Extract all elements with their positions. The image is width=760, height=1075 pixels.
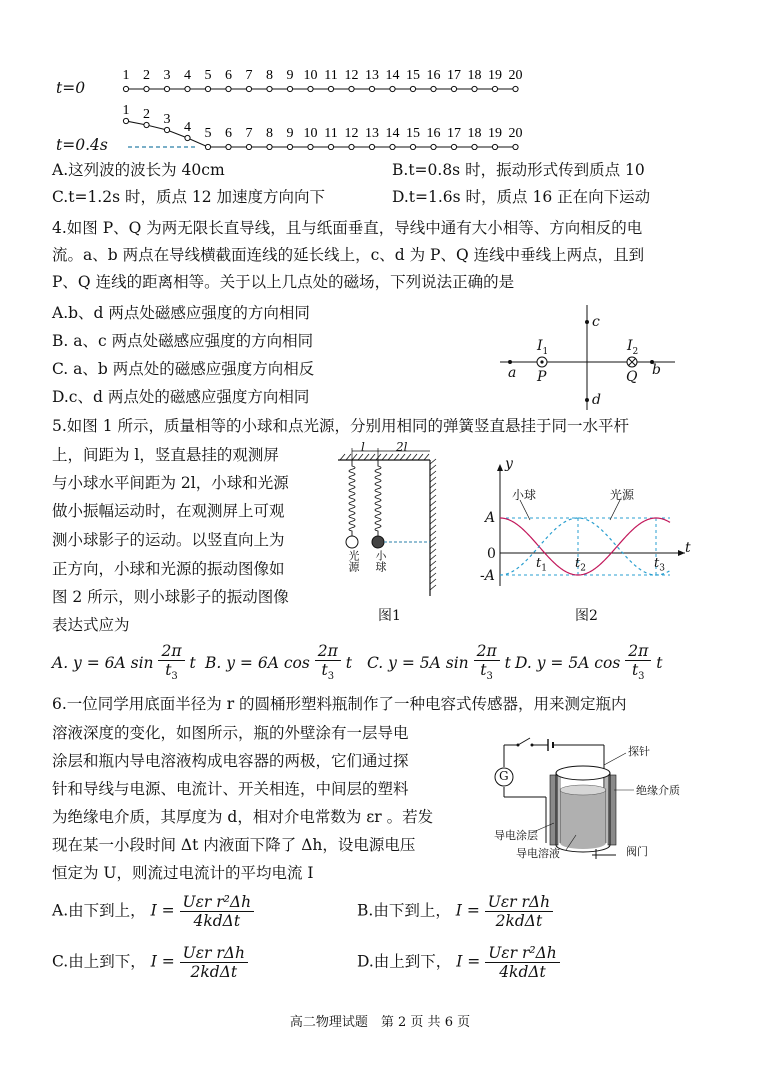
wave-point-label: 6 [225, 68, 232, 83]
q5-fig1-caption: 图1 [378, 608, 401, 624]
wave-point-label: 4 [184, 68, 191, 83]
q4-fig-a: a [508, 365, 517, 381]
wave-point-label: 4 [184, 120, 191, 135]
q5-stem-line4: 做小振幅运动时，在观测屏上可观 [52, 502, 285, 520]
wave-point-label: 16 [426, 126, 441, 141]
q5-fig2-light-label: 光源 [610, 488, 635, 502]
wave-point-label: 12 [344, 68, 359, 83]
wave-point [451, 144, 456, 149]
wave-point-label: 9 [286, 126, 294, 141]
wave-point [472, 144, 477, 149]
q6-option-b: B.由下到上， I = $\frac{\text{Uεr rΔh}}{\text{2kdΔt}}$ [357, 893, 553, 930]
q4-figure [490, 300, 690, 415]
q5-fig2-y: y [505, 456, 513, 472]
wave-point-label: 14 [385, 126, 400, 141]
wave-point-label: 9 [286, 68, 294, 83]
wave-point [144, 122, 149, 127]
wave-point-label: 1 [122, 68, 130, 83]
wave-point-label: 14 [385, 68, 400, 83]
wave-point [287, 86, 292, 91]
wave-figure [0, 0, 760, 154]
wave-point-label: 2 [143, 68, 150, 83]
wave-point [308, 86, 313, 91]
q5-fig1-light: 光源 [347, 550, 360, 572]
q4-stem-line3: P、Q 连线的距离相等。关于以上几点处的磁场，下列说法正确的是 [52, 273, 515, 291]
q6-fig-valve: 阀门 [626, 845, 648, 858]
q4-stem-line2: 流。a、b 两点在导线横截面连线的延长线上，c、d 为 P、Q 连线中垂线上两点，且到 [52, 246, 645, 264]
q6-stem-line5: 为绝缘电介质，其厚度为 d，相对介电常数为 εr 。若发 [52, 808, 434, 826]
wave-point [410, 144, 415, 149]
q5-fig1-2l: 2l [396, 440, 408, 454]
q4-stem-line1: 4.如图 P、Q 为两无限长直导线，且与纸面垂直，导线中通有大小相等、方向相反的电 [52, 219, 643, 237]
q6-stem-line3: 涂层和瓶内导电溶液构成电容器的两极，它们通过探 [52, 752, 409, 770]
q4-fig-d: d [592, 392, 601, 408]
wave-point [185, 135, 190, 140]
wave-point [205, 144, 210, 149]
wave-point [369, 144, 374, 149]
wave-point [328, 144, 333, 149]
q5-fig2-negA: -A [480, 568, 495, 584]
wave-t04-label: t=0.4s [56, 136, 108, 154]
wave-point [205, 86, 210, 91]
q6-option-d: D.由上到下， I = $\frac{\text{Uεr r²Δh}}{\text{4kdΔt}}$ [357, 944, 560, 981]
q4-fig-I2: $I_2$ [627, 338, 639, 357]
wave-point-label: 13 [365, 68, 379, 83]
wave-point-label: 20 [508, 126, 523, 141]
q6-option-c: C.由上到下， I = $\frac{\text{Uεr rΔh}}{\text{2kdΔt}}$ [52, 944, 248, 981]
q3-option-b: B.t=0.8s 时，振动形式传到质点 10 [392, 161, 645, 179]
q5-figure1 [330, 440, 450, 626]
q3-option-c: C.t=1.2s 时，质点 12 加速度方向向下 [52, 188, 326, 206]
q4-option-d: D.c、d 两点处的磁感应强度方向相同 [52, 388, 310, 406]
q5-stem-line1: 5.如图 1 所示，质量相等的小球和点光源，分别用相同的弹簧竖直悬挂于同一水平杆 [52, 417, 630, 435]
wave-point-label: 11 [324, 68, 338, 83]
q5-fig2-t3: $t_3$ [654, 556, 665, 574]
wave-point-label: 18 [467, 126, 482, 141]
wave-point-label: 6 [225, 126, 232, 141]
wave-point [267, 144, 272, 149]
q5-stem-line5: 测小球影子的运动。以竖直向上为 [52, 531, 285, 549]
wave-point-label: 1 [122, 103, 130, 118]
q5-fig2-zero: 0 [487, 546, 496, 562]
wave-point-label: 17 [447, 126, 461, 141]
wave-point-label: 10 [303, 68, 318, 83]
wave-point-label: 18 [467, 68, 482, 83]
wave-point-label: 16 [426, 68, 441, 83]
wave-point-label: 20 [508, 68, 523, 83]
wave-point [349, 86, 354, 91]
wave-point-label: 3 [163, 68, 171, 83]
wave-point-label: 8 [266, 126, 273, 141]
wave-point-label: 19 [488, 126, 502, 141]
wave-point [287, 144, 292, 149]
wave-point [472, 86, 477, 91]
wave-point-label: 10 [303, 126, 318, 141]
wave-point [390, 86, 395, 91]
wave-t0-label: t=0 [56, 79, 86, 97]
q3-option-a: A.这列波的波长为 40cm [52, 161, 225, 179]
wave-point [144, 86, 149, 91]
wave-point [226, 144, 231, 149]
wave-point-label: 19 [488, 68, 502, 83]
q4-fig-P: P [537, 369, 547, 385]
q6-fig-G: G [499, 769, 509, 783]
wave-point-label: 13 [365, 126, 379, 141]
q6-stem-line6: 现在某一小段时间 Δt 内液面下降了 Δh，设电源电压 [52, 836, 416, 854]
wave-point-label: 3 [163, 112, 171, 127]
q6-figure [486, 735, 716, 865]
q5-fig2-t2: $t_2$ [575, 556, 586, 574]
wave-point-label: 15 [406, 68, 420, 83]
q4-fig-I1: $I_1$ [537, 338, 549, 357]
q5-stem-line2: 上，间距为 l，竖直悬挂的观测屏 [52, 446, 279, 464]
q5-fig2-caption: 图2 [575, 608, 598, 624]
q5-stem-line8: 表达式应为 [52, 616, 130, 634]
wave-point-label: 12 [344, 126, 359, 141]
wave-point [226, 86, 231, 91]
q6-stem-line7: 恒定为 U，则流过电流计的平均电流 I [52, 864, 314, 882]
wave-point-label: 7 [245, 126, 253, 141]
wave-point [513, 144, 518, 149]
wave-point [410, 86, 415, 91]
wave-point-label: 7 [245, 68, 253, 83]
wave-point [185, 86, 190, 91]
wave-point [451, 86, 456, 91]
q4-option-a: A.b、d 两点处磁感应强度的方向相同 [52, 304, 310, 322]
wave-point-label: 8 [266, 68, 273, 83]
wave-point [369, 86, 374, 91]
wave-point [164, 86, 169, 91]
q5-fig1-l: l [361, 440, 365, 454]
q4-fig-c: c [592, 314, 600, 330]
q5-fig2-t: t [685, 540, 691, 556]
q6-fig-dielectric: 绝缘介质 [636, 784, 680, 797]
wave-point [246, 144, 251, 149]
wave-point [390, 144, 395, 149]
wave-point [513, 86, 518, 91]
wave-point [492, 144, 497, 149]
q6-stem-line2: 溶液深度的变化，如图所示，瓶的外壁涂有一层导电 [52, 724, 409, 742]
wave-point [431, 144, 436, 149]
q5-figure2 [470, 458, 700, 628]
wave-point [164, 127, 169, 132]
q5-stem-line7: 图 2 所示，则小球影子的振动图像 [52, 588, 289, 606]
wave-point [267, 86, 272, 91]
q4-fig-Q: Q [626, 369, 638, 385]
wave-point [123, 118, 128, 123]
q5-option-c: C. y = 5A sin $\frac{2\pi}{t_3}$ t [367, 642, 511, 683]
q4-fig-b: b [652, 362, 661, 378]
wave-point-label: 2 [143, 107, 150, 122]
q4-option-b: B. a、c 两点处磁感应强度的方向相同 [52, 332, 314, 350]
q6-stem-line1: 6.一位同学用底面半径为 r 的圆桶形塑料瓶制作了一种电容式传感器，用来测定瓶内 [52, 695, 627, 713]
q5-fig2-A: A [485, 510, 496, 526]
q6-option-a: A.由下到上， I = $\frac{\text{Uεr r²Δh}}{\text{4kdΔt}}$ [52, 893, 254, 930]
wave-point [123, 86, 128, 91]
wave-point [492, 86, 497, 91]
wave-point-label: 15 [406, 126, 420, 141]
q5-stem-line6: 正方向，小球和光源的振动图像如 [52, 560, 285, 578]
q6-fig-solution: 导电溶液 [516, 847, 560, 860]
wave-point-label: 11 [324, 126, 338, 141]
wave-svg [0, 0, 760, 150]
wave-point [431, 86, 436, 91]
q6-stem-line4: 针和导线与电源、电流计、开关相连，中间层的塑料 [52, 780, 409, 798]
q5-fig2-t1: $t_1$ [536, 556, 547, 574]
q6-fig-coating: 导电涂层 [494, 829, 538, 842]
q5-fig2-ball-label: 小球 [512, 488, 537, 502]
q5-stem-line3: 与小球水平间距为 2l，小球和光源 [52, 474, 289, 492]
q3-option-d: D.t=1.6s 时，质点 16 正在向下运动 [392, 188, 651, 206]
q5-option-d: D. y = 5A cos $\frac{2\pi}{t_3}$ t [515, 642, 663, 683]
wave-point-label: 17 [447, 68, 461, 83]
wave-point [349, 144, 354, 149]
wave-point [328, 86, 333, 91]
q4-option-c: C. a、b 两点处的磁感应强度方向相反 [52, 360, 315, 378]
q5-option-b: B. y = 6A cos $\frac{2\pi}{t_3}$ t [205, 642, 352, 683]
q6-fig-probe: 探针 [628, 745, 650, 758]
wave-point-label: 5 [204, 126, 212, 141]
q5-option-a: A. y = 6A sin $\frac{2\pi}{t_3}$ t [52, 642, 196, 683]
wave-point [308, 144, 313, 149]
wave-point [246, 86, 251, 91]
page-footer: 高二物理试题 第 2 页 共 6 页 [289, 1015, 471, 1030]
wave-point-label: 5 [204, 68, 212, 83]
q5-fig1-ball: 小球 [374, 550, 387, 572]
